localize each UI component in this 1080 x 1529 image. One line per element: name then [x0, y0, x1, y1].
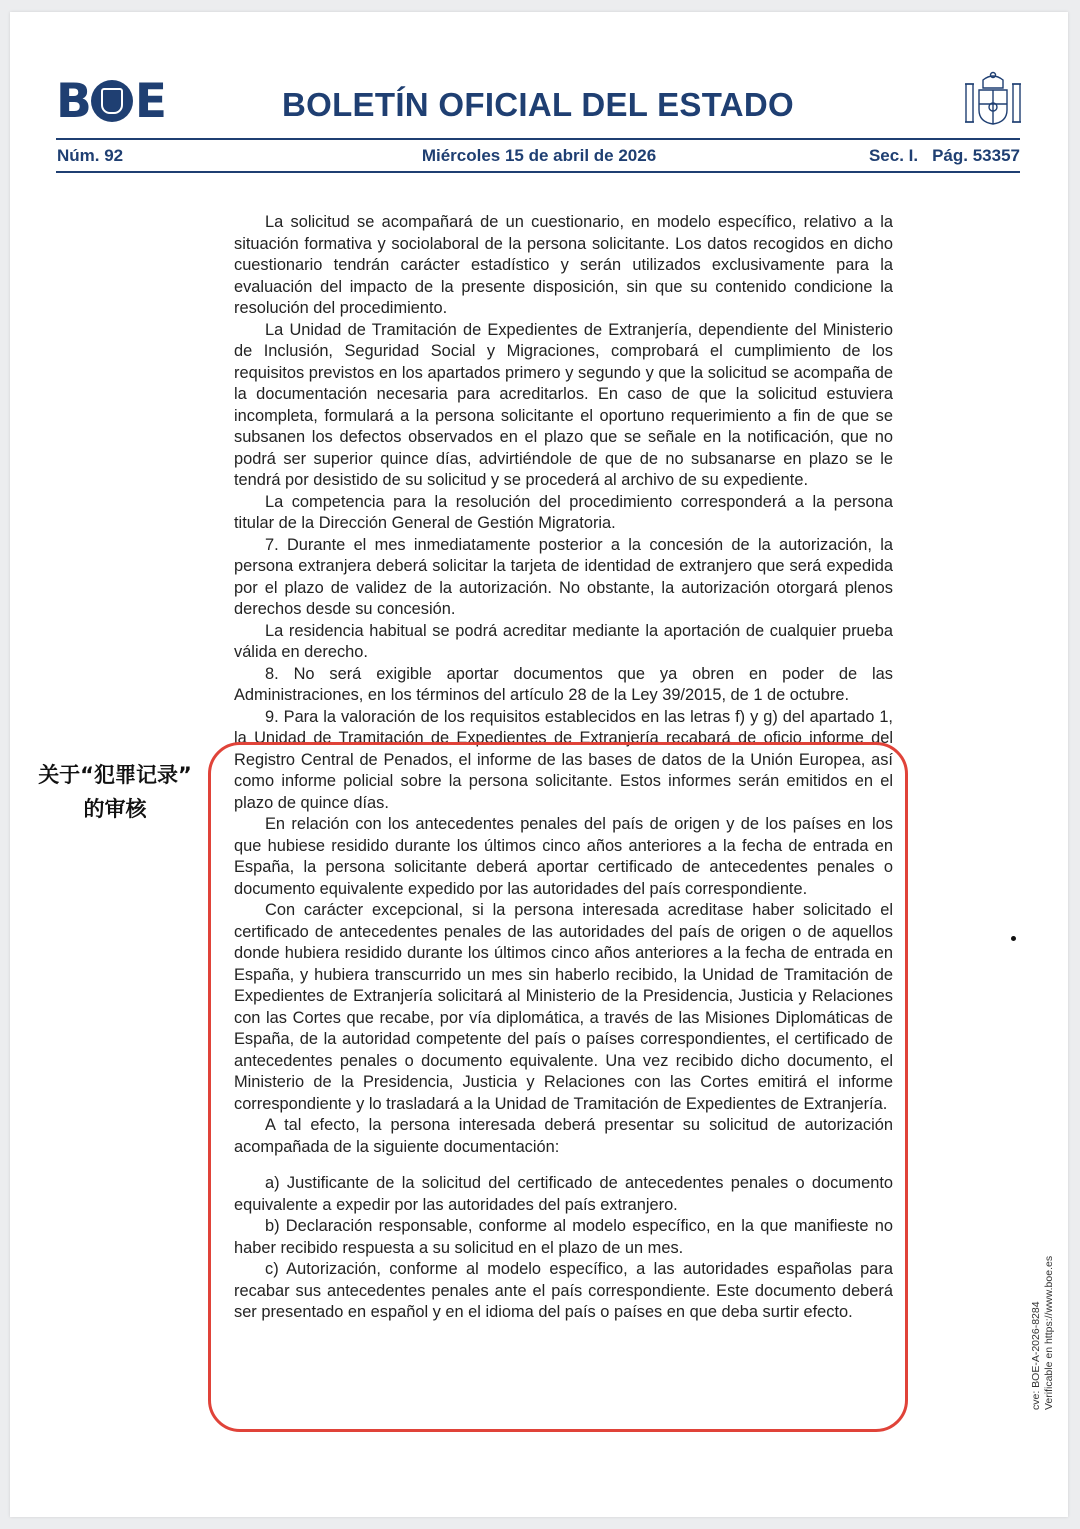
paragraph: En relación con los antecedentes penales del país de origen y de los países en los que hubiese residido durante los últimos cinco años anteriores a la fecha de entrada en España, la persona solicitante deberá aportar certificado de antecedentes penales o documento equivalente expedido por las autoridades del país correspondiente.	[234, 815, 893, 898]
boe-logo: B E	[56, 73, 164, 129]
boe-logo-emblem-icon	[91, 80, 133, 122]
spain-coat-of-arms-icon	[964, 70, 1022, 128]
page-title: BOLETÍN OFICIAL DEL ESTADO	[282, 86, 794, 123]
header-rule-top	[56, 138, 1020, 140]
list-item-a: a) Justificante de la solicitud del certificado de antecedentes penales o documento equivalente a expedir por las autoridades del país extranjero.	[234, 1174, 893, 1214]
issue-date: Miércoles 15 de abril de 2026	[421, 146, 657, 165]
page-number: Pág. 53357	[932, 146, 1020, 165]
section-label: Sec. I.	[868, 146, 919, 165]
list-item-c: c) Autorización, conforme al modelo específico, a las autoridades españolas para recabar sus antecedentes penales ante el país correspondiente. Este documento deberá ser presentado en español y en el idioma del país o países en que deba surtir efecto.	[234, 1260, 893, 1321]
paragraph: La residencia habitual se podrá acreditar mediante la aportación de cualquier prueba válida en derecho.	[234, 621, 893, 661]
cve-code: cve: BOE-A-2026-8284	[1030, 1301, 1042, 1410]
verification-note	[1030, 1256, 1056, 1410]
issue-number: Núm. 92	[57, 146, 124, 165]
paragraph-point-9: 9. Para la valoración de los requisitos establecidos en las letras f) y g) del apartado 1, la Unidad de Tramitación de Expedientes de Extranjería recabará de oficio informe del Registro Central de Penados, el informe de las bases de datos de la Unión Europea, así como informe policial sobre la persona solicitante. Estos informes serán emitidos en el plazo de quince días.	[234, 707, 893, 812]
paragraph-point-7: 7. Durante el mes inmediatamente posterior a la concesión de la autorización, la persona extranjera deberá solicitar la tarjeta de identidad de extranjero que será expedida por el plazo de validez de la autorización. No obstante, la autorización otorgará plenos derechos desde su concesión.	[234, 535, 893, 618]
section-page-info	[869, 146, 1020, 166]
list-item-b: b) Declaración responsable, conforme al modelo específico, en la que manifieste no haber recibido respuesta a su solicitud en el plazo de un mes.	[234, 1217, 893, 1257]
paragraph: La solicitud se acompañará de un cuestionario, en modelo específico, relativo a la situación formativa y sociolaboral de la persona solicitante. Los datos recogidos en dicho cuestionario tendrán carácter estadístico y serán utilizados exclusivamente para la evaluación del impacto de la presente disposición, sin que su contenido condicione la resolución del procedimiento.	[234, 213, 893, 317]
stray-dot	[1011, 936, 1016, 941]
verification-url: Verificable en https://www.boe.es	[1043, 1255, 1055, 1410]
paragraph-point-8: 8. No será exigible aportar documentos que ya obren en poder de las Administraciones, en los términos del artículo 28 de la Ley 39/2015, de 1 de octubre.	[234, 664, 893, 704]
header-rule-bottom	[56, 171, 1020, 173]
annotation-label: 关于“犯罪记录” 的审核	[38, 763, 192, 821]
document-body	[234, 212, 893, 1324]
paragraph: A tal efecto, la persona interesada deberá presentar su solicitud de autorización acompañada de la siguiente documentación:	[234, 1116, 893, 1156]
paragraph: Con carácter excepcional, si la persona interesada acreditase haber solicitado el certificado de antecedentes penales de las autoridades del país de origen o de aquellos donde hubiera residido durante los últimos cinco años anteriores a la fecha de entrada en España, y hubiera transcurrido un mes sin haberlo recibido, la Unidad de Tramitación de Expedientes de Extranjería solicitará al Ministerio de la Presidencia, Justicia y Relaciones con las Cortes que recabe, por vía diplomática, a través de las Misiones Diplomáticas de España, de la autoridad competente del país o países correspondientes, el certificado de antecedentes penales o documento equivalente. Una vez recibido dicho documento, el Ministerio de la Presidencia, Justicia y Relaciones con las Cortes emitirá el informe correspondiente y lo trasladará a la Unidad de Tramitación de Expedientes de Extranjería.	[234, 901, 893, 1113]
paragraph: La Unidad de Tramitación de Expedientes de Extranjería, dependiente del Ministerio de Inclusión, Seguridad Social y Migraciones, comprobará el cumplimiento de los requisitos previstos en los apartados primero y segundo y que la solicitud se acompaña de la documentación necesaria para acreditarlos. En caso de que la solicitud estuviera incompleta, formulará a la persona solicitante el oportuno requerimiento a fin de que se subsanen los defectos observados en el plazo que se señale en la notificación, que no podrá ser superior quince días, advirtiéndole de que de no subsanarse en plazo se le tendrá por desistido de su solicitud y se procederá al archivo de su expediente.	[234, 320, 893, 489]
paragraph: La competencia para la resolución del procedimiento corresponderá a la persona titular de la Dirección General de Gestión Migratoria.	[234, 492, 893, 532]
